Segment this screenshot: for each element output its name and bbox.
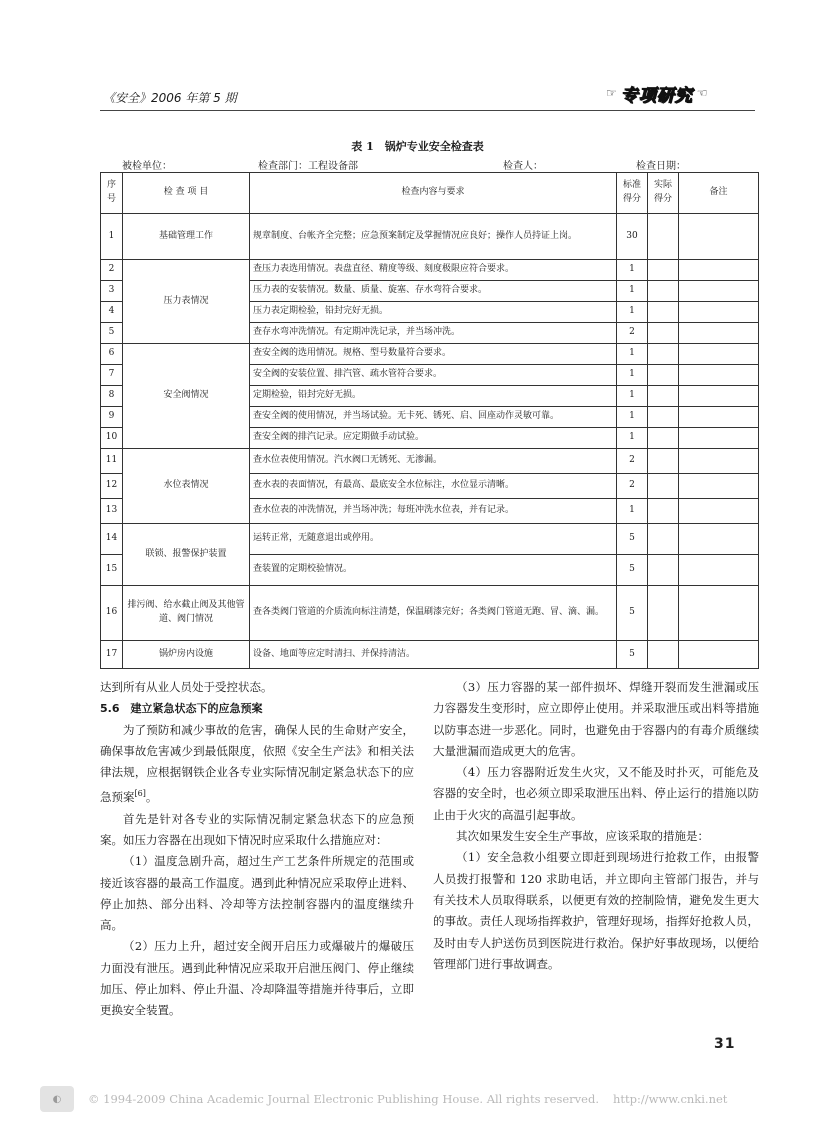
row-actual (648, 499, 679, 524)
row-content: 查装置的定期校验情况。 (250, 555, 617, 586)
table-header-row (101, 173, 759, 214)
header-seq: 序号 (101, 173, 123, 214)
header-std-score: 标准得分 (617, 173, 648, 214)
table-row (101, 449, 759, 474)
table-row (101, 344, 759, 365)
row-content: 压力表的安装情况。数量、质量、旋塞、存水弯符合要求。 (250, 281, 617, 302)
row-score: 5 (617, 524, 648, 555)
row-content: 查各类阀门管道的介质流向标注清楚，保温刷漆完好；各类阀门管道无跑、冒、滴、漏。 (250, 586, 617, 641)
row-note (679, 499, 759, 524)
paragraph: （3）压力容器的某一部件损坏、焊缝开裂而发生泄漏或压力容器发生变形时，应立即停止使用。并采取泄压或出料等措施以防事态进一步恶化。同时，也避免由于容器内的有毒介质继续大量泄漏而造成更大的危害。 (433, 680, 759, 758)
row-seq: 5 (101, 323, 123, 344)
table-row (101, 214, 759, 260)
paragraph: 其次如果发生安全生产事故，应该采取的措施是： (456, 829, 709, 844)
meta-date: 检查日期： (636, 161, 686, 172)
row-note (679, 586, 759, 641)
row-seq: 1 (101, 214, 123, 260)
row-seq: 9 (101, 407, 123, 428)
journal-issue-header: 《安全》2006 年第 5 期 (103, 91, 237, 105)
row-seq: 15 (101, 555, 123, 586)
row-score: 1 (617, 365, 648, 386)
section-heading: 5.6 建立紧急状态下的应急预案 (100, 702, 263, 716)
page-number: 31 (714, 1036, 736, 1052)
row-score: 1 (617, 344, 648, 365)
row-seq: 16 (101, 586, 123, 641)
row-seq: 11 (101, 449, 123, 474)
row-score: 2 (617, 449, 648, 474)
section-banner-title: 专项研究 (620, 85, 693, 106)
row-score: 1 (617, 407, 648, 428)
row-content: 查安全阀的选用情况。规格、型号数量符合要求。 (250, 344, 617, 365)
row-item: 压力表情况 (123, 260, 250, 344)
pointing-hand-icon: ☞ (606, 86, 617, 100)
row-content: 查安全阀的排汽记录。应定期做手动试验。 (250, 428, 617, 449)
row-seq: 12 (101, 474, 123, 499)
row-actual (648, 365, 679, 386)
row-note (679, 407, 759, 428)
row-note (679, 323, 759, 344)
table-row (101, 524, 759, 555)
paragraph: （1）安全急救小组要立即赶到现场进行抢救工作，由报警人员拨打报警和 120 求助电话，并立即向主管部门报告，并与有关技术人员取得联系，以便更有效的控制险情，避免发生更大的事故。责任人现场指挥救护，管理好现场，指挥好抢救人员，及时由专人护送伤员到医院进行救治。保护好事故现场，以便给管理部门进行事故调查。 (433, 850, 759, 971)
row-score: 1 (617, 281, 648, 302)
row-score: 2 (617, 323, 648, 344)
row-seq: 17 (101, 641, 123, 669)
paragraph: 达到所有从业人员处于受控状态。 (100, 680, 273, 694)
table-row (101, 260, 759, 281)
table-row (101, 641, 759, 669)
row-content: 压力表定期检验，铅封完好无损。 (250, 302, 617, 323)
row-score: 1 (617, 499, 648, 524)
body-left-column (100, 677, 414, 1022)
row-actual (648, 428, 679, 449)
row-item: 安全阀情况 (123, 344, 250, 449)
row-actual (648, 386, 679, 407)
row-actual (648, 586, 679, 641)
row-score: 1 (617, 260, 648, 281)
pointing-hand-left-icon: ☜ (696, 86, 708, 100)
row-score: 5 (617, 586, 648, 641)
table-row (101, 586, 759, 641)
row-actual (648, 474, 679, 499)
paragraph-text: 为了预防和减少事故的危害，确保人民的生命财产安全，确保事故危害减少到最低限度，依照《安全生产法》和相关法律法规，应根据钢铁企业各专业实际情况制定紧急状态下的应急预案 (100, 722, 414, 805)
row-seq: 3 (101, 281, 123, 302)
row-note (679, 302, 759, 323)
row-seq: 7 (101, 365, 123, 386)
row-content: 查水位表使用情况。汽水阀口无锈死、无渗漏。 (250, 449, 617, 474)
citation-ref: [6] (134, 789, 146, 799)
header-item: 检 查 项 目 (123, 173, 250, 214)
row-score: 1 (617, 386, 648, 407)
row-note (679, 214, 759, 260)
row-seq: 14 (101, 524, 123, 555)
paragraph: 首先是针对各专业的实际情况制定紧急状态下的应急预案。如压力容器在出现如下情况时应采取什么措施应对： (100, 811, 414, 847)
row-item: 水位表情况 (123, 449, 250, 524)
row-actual (648, 555, 679, 586)
row-content: 规章制度、台帐齐全完整；应急预案制定及掌握情况应良好；操作人员持证上岗。 (250, 214, 617, 260)
row-actual (648, 524, 679, 555)
meta-unit: 被检单位： (122, 161, 172, 172)
meta-department: 检查部门：工程设备部 (258, 161, 358, 172)
footer-url[interactable]: http://www.cnki.net (612, 1092, 728, 1106)
cnki-logo-icon: ◐ (40, 1086, 74, 1112)
row-note (679, 260, 759, 281)
row-actual (648, 641, 679, 669)
row-actual (648, 344, 679, 365)
copyright-footer (40, 1086, 800, 1112)
row-score: 1 (617, 302, 648, 323)
row-note (679, 365, 759, 386)
row-content: 查安全阀的使用情况，并当场试验。无卡死、锈死、启、回座动作灵敏可靠。 (250, 407, 617, 428)
row-note (679, 555, 759, 586)
row-score: 5 (617, 555, 648, 586)
meta-inspector: 检查人： (503, 161, 543, 172)
row-actual (648, 281, 679, 302)
copyright-text: © 1994-2009 China Academic Journal Electronic Publishing House. All rights reserved. (88, 1092, 599, 1106)
section-banner (606, 82, 708, 104)
row-actual (648, 407, 679, 428)
header-actual-score: 实际得分 (648, 173, 679, 214)
row-actual (648, 302, 679, 323)
paragraph (100, 720, 414, 809)
row-note (679, 474, 759, 499)
row-seq: 6 (101, 344, 123, 365)
row-content: 查水表的表面情况，有最高、最底安全水位标注，水位显示清晰。 (250, 474, 617, 499)
header-note: 备注 (679, 173, 759, 214)
row-note (679, 386, 759, 407)
row-score: 2 (617, 474, 648, 499)
row-item: 联锁、报警保护装置 (123, 524, 250, 586)
row-content: 安全阀的安装位置、排汽管、疏水管符合要求。 (250, 365, 617, 386)
row-note (679, 449, 759, 474)
row-actual (648, 323, 679, 344)
row-score: 5 (617, 641, 648, 669)
row-content: 运转正常，无随意退出或停用。 (250, 524, 617, 555)
row-content: 查压力表选用情况。表盘直径、精度等级、刻度极限应符合要求。 (250, 260, 617, 281)
paragraph: （1）温度急剧升高，超过生产工艺条件所规定的范围或接近该容器的最高工作温度。遇到此种情况应采取停止进料、停止加热、部分出料、冷却等方法控制容器内的温度继续升高。 (100, 854, 414, 933)
row-seq: 4 (101, 302, 123, 323)
row-note (679, 344, 759, 365)
row-item: 锅炉房内设施 (123, 641, 250, 669)
row-seq: 10 (101, 428, 123, 449)
row-content: 设备、地面等应定时清扫、并保持清洁。 (250, 641, 617, 669)
paragraph: （2）压力上升，超过安全阀开启压力或爆破片的爆破压力面没有泄压。遇到此种情况应采取开启泄压阀门、停止继续加压、停止加料、停止升温、冷却降温等措施并待事后，立即更换安全装置。 (100, 939, 414, 1018)
row-item: 基础管理工作 (123, 214, 250, 260)
row-content: 查存水弯冲洗情况。有定期冲洗记录，并当场冲洗。 (250, 323, 617, 344)
paragraph: （4）压力容器附近发生火灾，又不能及时扑灭，可能危及容器的安全时，也必须立即采取泄压出料、停止运行的措施以防止由于火灾的高温引起事故。 (433, 765, 759, 822)
row-item: 排污阀、给水截止阀及其他管道、阀门情况 (123, 586, 250, 641)
header-divider (100, 110, 755, 111)
row-actual (648, 214, 679, 260)
row-actual (648, 449, 679, 474)
body-right-column (433, 677, 759, 975)
row-seq: 8 (101, 386, 123, 407)
row-seq: 2 (101, 260, 123, 281)
header-content: 检查内容与要求 (250, 173, 617, 214)
safety-checklist-table (100, 172, 759, 669)
row-content: 定期检验，铅封完好无损。 (250, 386, 617, 407)
row-score: 1 (617, 428, 648, 449)
row-note (679, 524, 759, 555)
row-note (679, 281, 759, 302)
row-note (679, 641, 759, 669)
table-title: 表 1 锅炉专业安全检查表 (351, 140, 484, 153)
paragraph-end: 。 (145, 790, 158, 805)
row-content: 查水位表的冲洗情况，并当场冲洗；每班冲洗水位表，并有记录。 (250, 499, 617, 524)
row-note (679, 428, 759, 449)
row-seq: 13 (101, 499, 123, 524)
row-score: 30 (617, 214, 648, 260)
row-actual (648, 260, 679, 281)
